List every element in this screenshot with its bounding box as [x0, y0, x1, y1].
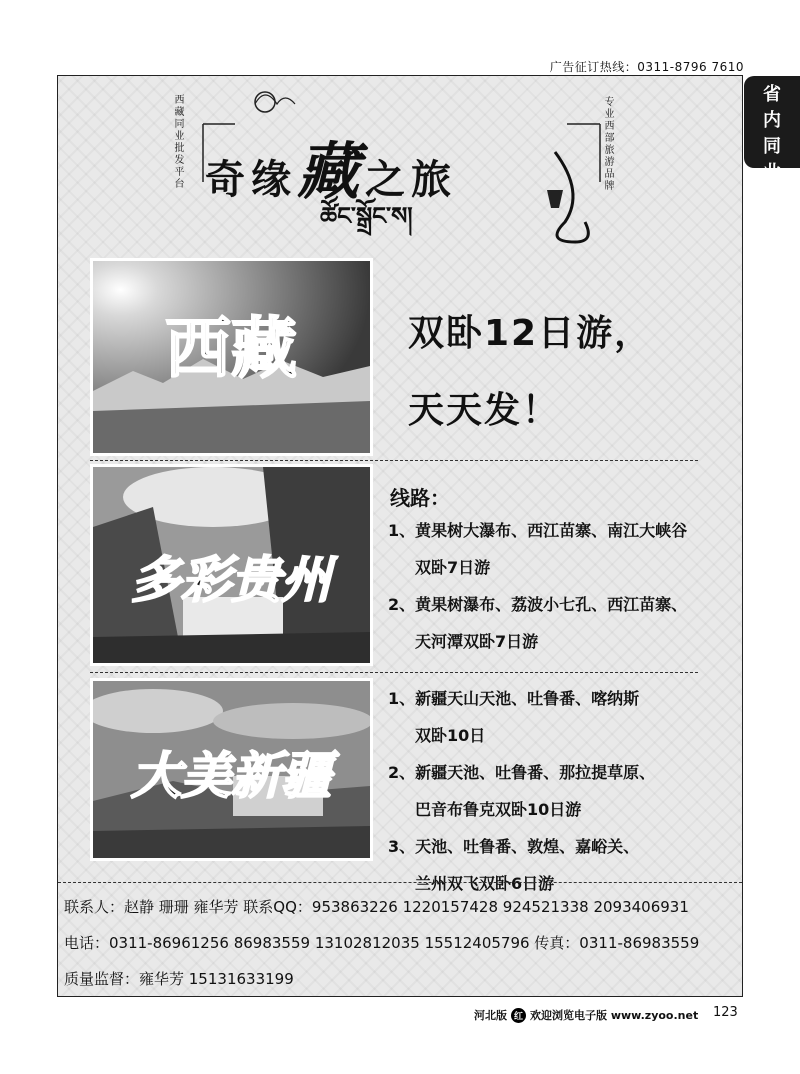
ad-hotline: 广告征订热线：0311-8796 7610 [549, 60, 744, 74]
brand-text-main: 藏 [297, 135, 366, 208]
promo-line-2: 天天发！ [408, 390, 561, 431]
section-tab-char: 省 [763, 84, 781, 105]
promo-line-1: 双卧12日游， [408, 313, 653, 354]
guizhou-photo [90, 464, 373, 666]
brand-text-part1: 奇缘 [205, 156, 297, 203]
brand-tibetan-text: ཚོང་སྒྲོང་ས། [320, 201, 413, 230]
route-line: 1、黄果树大瀑布、西江苗寨、南江大峡谷 [388, 521, 688, 540]
quality-supervision: 质量监督：雍华芳 15131633199 [64, 970, 294, 988]
contact-phone-fax: 电话：0311-86961256 86983559 13102812035 15512405796 传真：0311-86983559 [64, 934, 700, 952]
route-line: 兰州双飞双卧6日游 [415, 874, 555, 893]
section-divider [90, 460, 698, 461]
route-line: 双卧10日 [415, 726, 486, 745]
guizhou-route-list [388, 512, 687, 660]
brand-text-part2: 之旅 [365, 156, 458, 203]
xinjiang-photo [90, 678, 373, 861]
contact-divider [58, 882, 742, 883]
route-line: 2、新疆天池、吐鲁番、那拉提草原、 [388, 763, 656, 782]
route-line: 2、黄果树瀑布、荔波小七孔、西江苗寨、 [388, 595, 688, 614]
section-tab-char: 内 [763, 110, 781, 131]
page-number: 123 [713, 1005, 738, 1020]
footer-brand [474, 1007, 698, 1023]
section-tab-char: 业 [763, 162, 781, 183]
left-vertical-slogan: 西藏同业批发平台 [172, 94, 183, 190]
section-divider [90, 672, 698, 673]
route-heading: 线路： [390, 486, 450, 510]
edition-circle-icon: 红 [511, 1008, 526, 1023]
guizhou-title: 多彩贵州 [131, 550, 331, 609]
tibet-photo [90, 258, 373, 456]
section-tab-char: 同 [763, 136, 781, 157]
contact-persons-qq: 联系人：赵静 珊珊 雍华芳 联系QQ：953863226 1220157428 924521338 2093406931 [64, 898, 689, 916]
route-line: 双卧7日游 [415, 558, 491, 577]
route-line: 巴音布鲁克双卧10日游 [415, 800, 582, 819]
route-line: 天河潭双卧7日游 [415, 632, 539, 651]
section-tab [744, 76, 800, 183]
xinjiang-title: 大美新疆 [131, 746, 331, 805]
tibet-landscape-image [93, 261, 370, 453]
footer-slogan: 欢迎浏览电子版 www.zyoo.net [530, 1009, 699, 1022]
route-line: 3、天池、吐鲁番、敦煌、嘉峪关、 [388, 837, 640, 856]
xinjiang-route-list [388, 680, 655, 902]
edition-label: 河北版 [474, 1009, 507, 1022]
tibet-title: 西藏 [165, 309, 297, 387]
right-vertical-slogan: 专业西部旅游品牌 [602, 96, 613, 192]
guizhou-waterfall-image [93, 467, 370, 663]
xinjiang-landscape-image [93, 681, 370, 858]
route-line: 1、新疆天山天池、吐鲁番、喀纳斯 [388, 689, 640, 708]
